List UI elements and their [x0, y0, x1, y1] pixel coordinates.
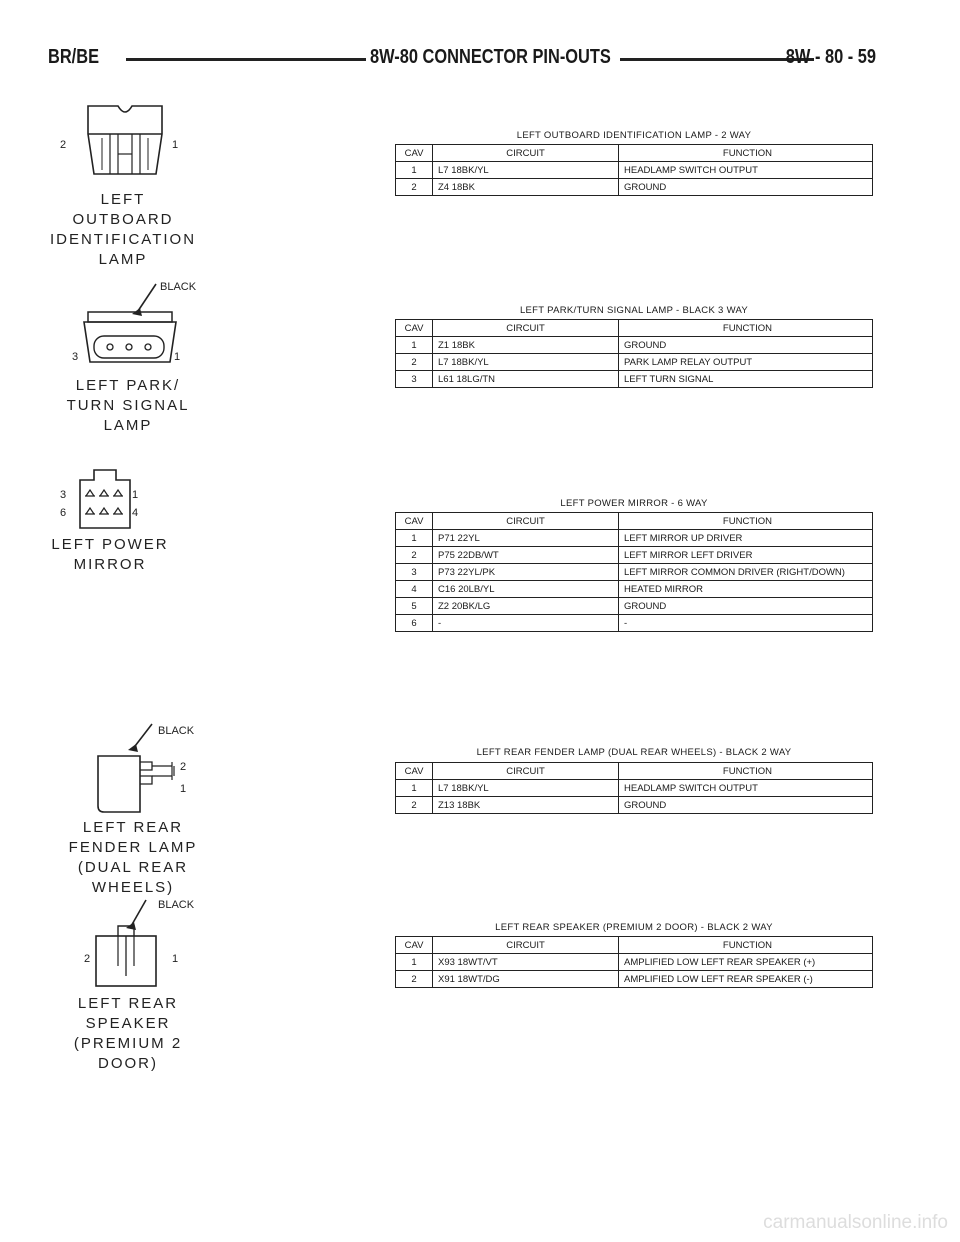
table-row: 4 C16 20LB/YL HEATED MIRROR — [396, 581, 873, 598]
table-row: 1 X93 18WT/VT AMPLIFIED LOW LEFT REAR SPEAKER (+) — [396, 954, 873, 971]
table-row: 5 Z2 20BK/LG GROUND — [396, 598, 873, 615]
table-row: 2 L7 18BK/YL PARK LAMP RELAY OUTPUT — [396, 354, 873, 371]
speaker-table-title: LEFT REAR SPEAKER (PREMIUM 2 DOOR) - BLACK 2 WAY — [495, 922, 773, 933]
outboard-lamp-connector-diagram — [48, 98, 198, 188]
page-header — [48, 40, 876, 80]
header-left: BR/BE — [48, 46, 100, 68]
speaker-caption: LEFT REAR SPEAKER (PREMIUM 2 DOOR) — [73, 995, 183, 1072]
fender-color-label: BLACK — [158, 725, 195, 737]
table-header-row: CAV CIRCUIT FUNCTION — [396, 320, 873, 337]
outboard-lamp-table-title: LEFT OUTBOARD IDENTIFICATION LAMP - 2 WAY — [516, 130, 752, 141]
table-row: 1 Z1 18BK GROUND — [396, 337, 873, 354]
watermark: carmanualsonline.info — [763, 1212, 948, 1233]
table-row: 6 - - — [396, 615, 873, 632]
park-turn-connector-diagram — [48, 276, 208, 376]
mirror-pin-3-label: 3 — [60, 489, 67, 501]
speaker-pinout-table — [395, 936, 873, 988]
table-row: 3 P73 22YL/PK LEFT MIRROR COMMON DRIVER (RIGHT/DOWN) — [396, 564, 873, 581]
table-row: 2 X91 18WT/DG AMPLIFIED LOW LEFT REAR SPEAKER (-) — [396, 971, 873, 988]
park-turn-pin-3-label: 3 — [72, 351, 79, 363]
speaker-color-label: BLACK — [158, 899, 195, 911]
power-mirror-table-title: LEFT POWER MIRROR - 6 WAY — [560, 498, 708, 509]
table-header-row: CAV CIRCUIT FUNCTION — [396, 937, 873, 954]
fender-lamp-pinout-table — [395, 762, 873, 814]
power-mirror-connector-diagram — [48, 468, 188, 536]
col-cav: CAV — [396, 145, 433, 162]
table-row: 1 L7 18BK/YL HEADLAMP SWITCH OUTPUT — [396, 780, 873, 797]
table-header-row: CAV CIRCUIT FUNCTION — [396, 763, 873, 780]
park-turn-pinout-table — [395, 319, 873, 388]
mirror-pin-4-label: 4 — [132, 507, 139, 519]
table-row: 2 Z13 18BK GROUND — [396, 797, 873, 814]
col-circuit: CIRCUIT — [433, 145, 619, 162]
fender-pin-2-label: 2 — [180, 761, 187, 773]
table-header-row: CAV CIRCUIT FUNCTION — [396, 513, 873, 530]
park-turn-caption: LEFT PARK/ TURN SIGNAL LAMP — [66, 377, 190, 434]
outboard-lamp-caption: LEFT OUTBOARD IDENTIFICATION LAMP — [49, 191, 197, 268]
park-turn-table-title: LEFT PARK/TURN SIGNAL LAMP - BLACK 3 WAY — [519, 305, 749, 316]
speaker-connector-diagram — [48, 894, 208, 994]
fender-lamp-connector-diagram — [48, 720, 218, 820]
speaker-pin-2-label: 2 — [84, 953, 91, 965]
mirror-pin-6-label: 6 — [60, 507, 67, 519]
table-row: 3 L61 18LG/TN LEFT TURN SIGNAL — [396, 371, 873, 388]
park-turn-color-label: BLACK — [160, 281, 197, 293]
power-mirror-pinout-table — [395, 512, 873, 632]
table-header-row — [396, 145, 873, 162]
table-row: 2 Z4 18BK GROUND — [396, 179, 873, 196]
header-center: 8W-80 CONNECTOR PIN-OUTS — [370, 46, 611, 68]
speaker-pin-1-label: 1 — [172, 953, 179, 965]
power-mirror-caption: LEFT POWER MIRROR — [51, 536, 169, 573]
fender-lamp-caption: LEFT REAR FENDER LAMP (DUAL REAR WHEELS) — [68, 819, 198, 896]
fender-lamp-table-title: LEFT REAR FENDER LAMP (DUAL REAR WHEELS) - BLACK 2 WAY — [476, 747, 792, 758]
col-function: FUNCTION — [619, 145, 873, 162]
park-turn-pin-1-label: 1 — [174, 351, 181, 363]
mirror-pin-1-label: 1 — [132, 489, 139, 501]
fender-pin-1-label: 1 — [180, 783, 187, 795]
table-row: 1 P71 22YL LEFT MIRROR UP DRIVER — [396, 530, 873, 547]
header-rule-left — [126, 58, 366, 61]
table-row: 1 L7 18BK/YL HEADLAMP SWITCH OUTPUT — [396, 162, 873, 179]
outboard-pin-1-label: 1 — [172, 139, 179, 151]
outboard-pin-2-label: 2 — [60, 139, 67, 151]
outboard-lamp-pinout-table — [395, 144, 873, 196]
table-row: 2 P75 22DB/WT LEFT MIRROR LEFT DRIVER — [396, 547, 873, 564]
header-right: 8W - 80 - 59 — [785, 46, 876, 68]
